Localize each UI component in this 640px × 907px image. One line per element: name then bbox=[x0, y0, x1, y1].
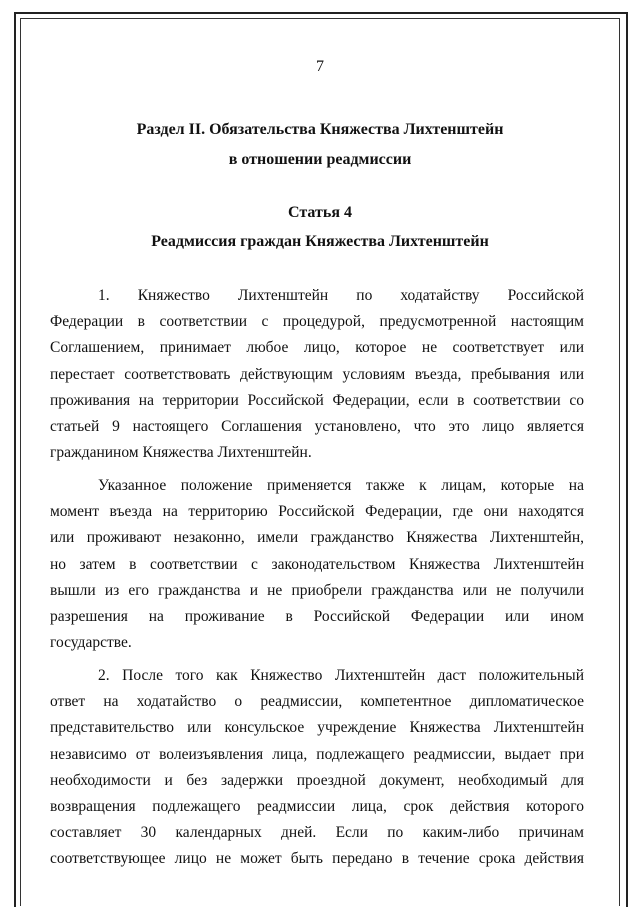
paragraph-line: разрешения на проживание в Российской Федерации или ином bbox=[50, 608, 584, 626]
paragraph-line: соответствующее лицо не может быть передано в течение срока действия bbox=[50, 850, 584, 868]
paragraph-line: составляет 30 календарных дней. Если по каким-либо причинам bbox=[50, 824, 584, 842]
paragraph-line: 2. После того как Княжество Лихтенштейн даст положительный bbox=[98, 667, 584, 684]
paragraph-line: Федерации в соответствии с процедурой, предусмотренной настоящим bbox=[50, 313, 584, 331]
paragraph-line: проживания на территории Российской Федерации, если в соответствии со bbox=[50, 391, 584, 409]
paragraph-line: но затем в соответствии с законодательством Княжества Лихтенштейн bbox=[50, 555, 584, 573]
paragraph-line: независимо от волеизъявления лица, подлежащего реадмиссии, выдает при bbox=[50, 745, 584, 763]
paragraph-line: вышли из его гражданства и не приобрели гражданства или не получили bbox=[50, 581, 584, 599]
article-number: Статья 4 bbox=[288, 204, 352, 221]
paragraph-line: статьей 9 настоящего Соглашения установлено, что это лицо является bbox=[50, 418, 584, 436]
section-title-line-2: в отношении реадмиссии bbox=[228, 151, 412, 168]
article-title: Реадмиссия граждан Княжества Лихтенштейн bbox=[151, 233, 489, 250]
paragraph-line: 1. Княжество Лихтенштейн по ходатайству Российской bbox=[98, 287, 584, 304]
paragraph-line: возвращения подлежащего реадмиссии лица, срок действия которого bbox=[50, 798, 584, 816]
paragraph-1 bbox=[50, 283, 584, 466]
paragraph-line: представительство или консульское учреждение Княжества Лихтенштейн bbox=[50, 719, 584, 737]
page-number: 7 bbox=[316, 58, 324, 75]
paragraph-line: момент въезда на территорию Российской Федерации, где они находятся bbox=[50, 503, 584, 521]
paragraph-2 bbox=[50, 473, 584, 656]
paragraph-line: ответ на ходатайство о реадмиссии, компетентное дипломатическое bbox=[50, 693, 584, 711]
paragraph-3 bbox=[50, 663, 584, 873]
paragraph-line: перестает соответствовать действующим условиям въезда, пребывания или bbox=[50, 365, 584, 383]
paragraph-line: государстве. bbox=[50, 634, 132, 652]
paragraph-line: Указанное положение применяется также к лицам, которые на bbox=[98, 477, 584, 494]
paragraph-line: Соглашением, принимает любое лицо, которое не соответствует или bbox=[50, 339, 584, 357]
paragraph-line: гражданином Княжества Лихтенштейн. bbox=[50, 444, 312, 462]
section-title-line-1: Раздел II. Обязательства Княжества Лихтенштейн bbox=[136, 121, 504, 138]
paragraph-line: необходимости и без задержки проездной документ, необходимый для bbox=[50, 771, 584, 789]
paragraph-line: или проживают незаконно, имели гражданство Княжества Лихтенштейн, bbox=[50, 529, 584, 547]
